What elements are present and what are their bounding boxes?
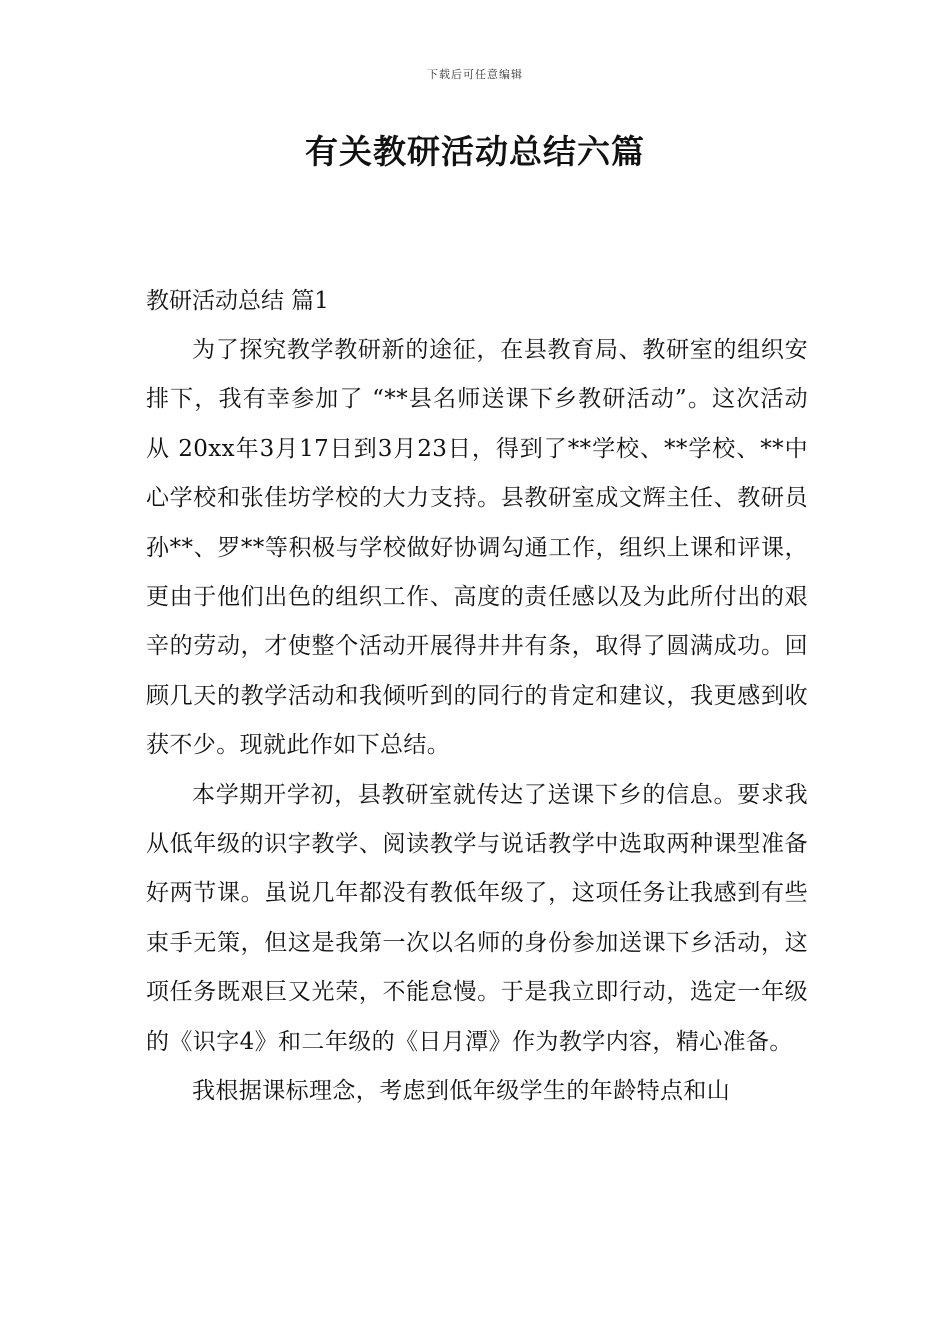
document-body [146,276,808,1117]
header-note: 下载后可任意编辑 [427,68,523,81]
paragraph-1: 为了探究教学教研新的途征，在县教育局、教研室的组织安排下，我有幸参加了 “**县名师送课下乡教研活动”。这次活动从 20xx年3月17日到3月23日，得到了**学校、**学校、**中心学校和张佳坊学校的大力支持。县教研室成文辉主任、教研员孙**、罗**等积极与学校做好协调勾通工作，组织上课和评课，更由于他们出色的组织工作、高度的责任感以及为此所付出的艰辛的劳动，才使整个活动开展得井井有条，取得了圆满成功。回顾几天的教学活动和我倾听到的同行的肯定和建议，我更感到收获不少。现就此作如下总结。 [146,337,808,759]
section-heading: 教研活动总结 篇1 [146,288,329,314]
paragraph-3: 我根据课标理念，考虑到低年级学生的年龄特点和山 [192,1078,731,1105]
paragraph-2: 本学期开学初，县教研室就传达了送课下乡的信息。要求我从低年级的识字教学、阅读教学与说话教学中选取两种课型准备好两节课。虽说几年都没有教低年级了，这项任务让我感到有些束手无策，但这是我第一次以名师的身份参加送课下乡活动，这项任务既艰巨又光荣，不能怠慢。于是我立即行动，选定一年级的《识字4》和二年级的《日月潭》作为教学内容，精心准备。 [146,781,808,1055]
document-title: 有关教研活动总结六篇 [305,132,645,171]
